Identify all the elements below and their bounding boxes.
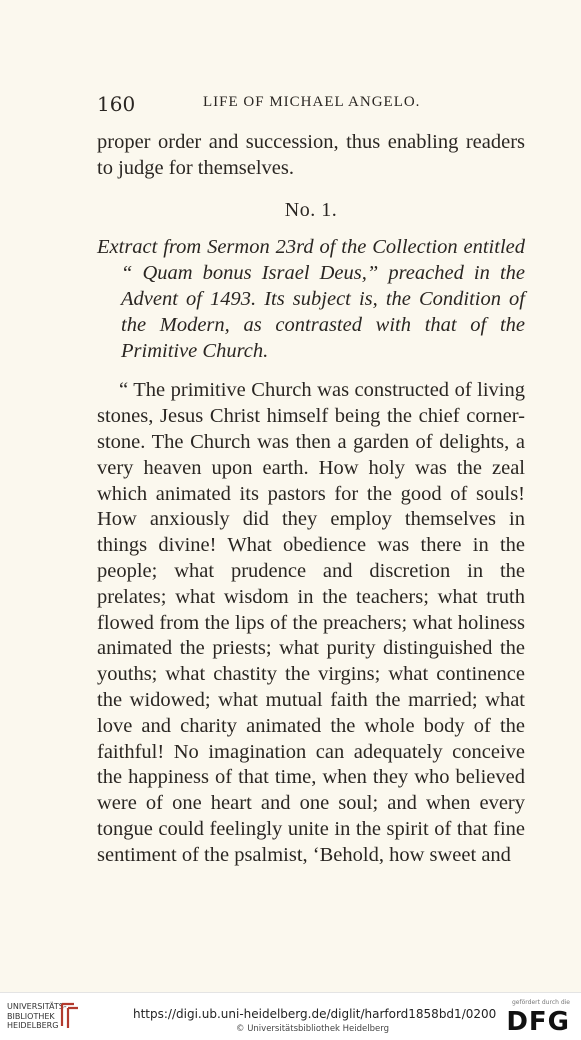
funded-by-label: gefördert durch die <box>512 999 570 1006</box>
intro-paragraph: proper order and succession, thus enabling readers to judge for themselves. <box>97 131 525 179</box>
extract-heading: Extract from Sermon 23rd of the Collection entitled “ Quam bonus Israel Deus,” preached in the Advent of 1493. Its subject is, the Condition of the Modern, as contrasted with that of the Primitive Church. <box>97 236 525 362</box>
running-title: LIFE OF MICHAEL ANGELO. <box>203 94 421 110</box>
section-title: No. 1. <box>284 198 338 221</box>
library-emblem-icon <box>58 1000 80 1030</box>
library-line-2: BIBLIOTHEK <box>7 1011 55 1021</box>
footer-bar <box>0 992 581 1040</box>
page-body <box>97 130 525 869</box>
copyright-notice: © Universitätsbibliothek Heidelberg <box>236 1024 390 1034</box>
dfg-logo[interactable]: DFG <box>506 1007 570 1037</box>
library-line-1: UNIVERSITÄTS- <box>7 1002 67 1011</box>
page-header <box>97 92 517 116</box>
library-line-3: HEIDELBERG <box>7 1021 59 1030</box>
sermon-quote: “ The primitive Church was constructed of living stones, Jesus Christ himself being the chief corner-stone. The Church was then a garden of delights, a very heaven upon earth. How holy was the zeal which animated its pastors for the good of souls! How anxiously did they employ themselves in things divine! What obedience was there in the people; what prudence and discretion in the prelates; what wisdom in the teachers; what truth flowed from the lips of the preachers; what holiness animated the priests; what purity distinguished the youths; what chastity the virgins; what continence the widowed; what mutual faith the married; what love and charity animated the whole body of the faithful! No imagination can adequately conceive the happiness of that time, when they who believed were of one heart and one soul; and when every tongue could feelingly unite in the spirit of that fine sentiment of the psalmist, ‘Behold, how sweet and <box>97 379 525 866</box>
page-number: 160 <box>97 92 136 116</box>
permalink-url[interactable]: https://digi.ub.uni-heidelberg.de/diglit/harford1858bd1/0200 <box>133 1007 497 1021</box>
